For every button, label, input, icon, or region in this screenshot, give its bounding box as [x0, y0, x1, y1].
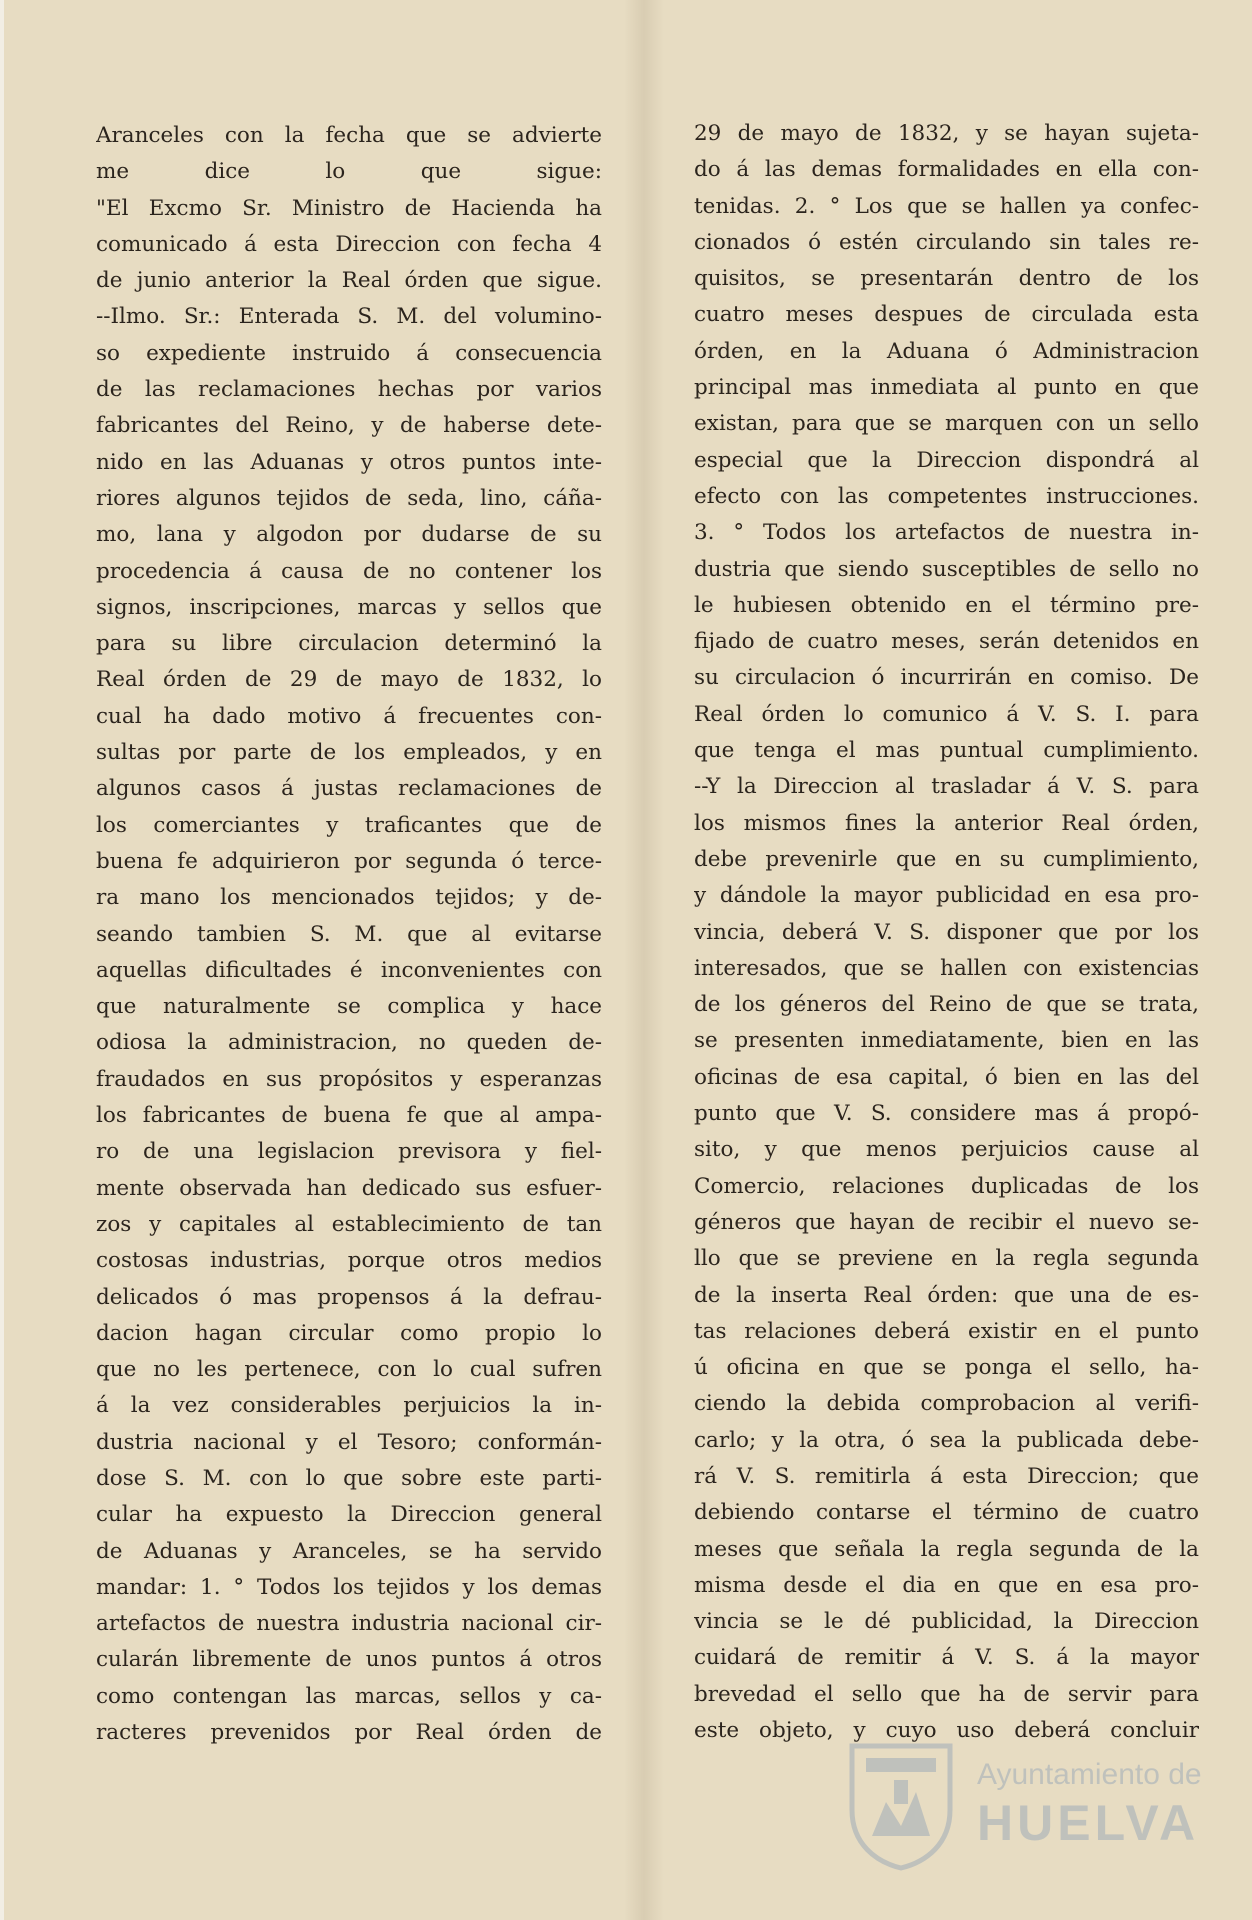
text-line: de la inserta Real órden: que una de es-	[694, 1282, 1199, 1308]
text-line: cularán libremente de unos puntos á otros	[96, 1647, 602, 1673]
text-line: para su libre circulacion determinó la	[96, 631, 602, 657]
watermark-line-1: Ayuntamiento de	[977, 1758, 1202, 1791]
text-line: do á las demas formalidades en ella con-	[694, 157, 1199, 183]
text-line: á la vez considerables perjuicios la in-	[96, 1393, 602, 1419]
text-line: riores algunos tejidos de seda, lino, cáña-	[96, 485, 602, 511]
text-line: procedencia á causa de no contener los	[96, 558, 602, 584]
archive-watermark	[842, 1732, 1202, 1882]
text-line: de los géneros del Reino de que se trata,	[694, 992, 1199, 1018]
text-line: como contengan las marcas, sellos y ca-	[96, 1683, 602, 1709]
text-line: de las reclamaciones hechas por varios	[96, 377, 602, 403]
coat-of-arms-icon	[842, 1740, 960, 1872]
text-line: so expediente instruido á consecuencia	[96, 340, 602, 366]
text-line: existan, para que se marquen con un sello	[694, 411, 1199, 437]
text-line: géneros que hayan de recibir el nuevo se-	[694, 1209, 1199, 1235]
text-line: misma desde el dia en que en esa pro-	[694, 1572, 1199, 1598]
text-line: fraudados en sus propósitos y esperanzas	[96, 1066, 602, 1092]
text-line: llo que se previene en la regla segunda	[694, 1246, 1199, 1272]
text-line: su circulacion ó incurrirán en comiso. De	[694, 665, 1199, 691]
text-line: dacion hagan circular como propio lo	[96, 1320, 602, 1346]
text-line: artefactos de nuestra industria nacional cir-	[96, 1611, 602, 1637]
text-line: fijado de cuatro meses, serán detenidos en	[694, 629, 1199, 655]
text-line: órden, en la Aduana ó Administracion	[694, 338, 1199, 364]
text-line: interesados, que se hallen con existencias	[694, 955, 1199, 981]
text-line: vincia se le dé publicidad, la Direccion	[694, 1609, 1199, 1635]
text-line: racteres prevenidos por Real órden de	[96, 1720, 602, 1746]
text-line: mo, lana y algodon por dudarse de su	[96, 522, 602, 548]
text-line: --Y la Direccion al trasladar á V. S. para	[694, 774, 1199, 800]
text-line: signos, inscripciones, marcas y sellos que	[96, 594, 602, 620]
text-line: este objeto, y cuyo uso deberá concluir	[694, 1718, 1199, 1744]
text-line: cuidará de remitir á V. S. á la mayor	[694, 1645, 1199, 1671]
text-line: ciendo la debida comprobacion al verifi-	[694, 1391, 1199, 1417]
text-line: Real órden de 29 de mayo de 1832, lo	[96, 667, 602, 693]
text-line: que tenga el mas puntual cumplimiento.	[694, 738, 1199, 764]
text-line: que naturalmente se complica y hace	[96, 994, 602, 1020]
text-line: de Aduanas y Aranceles, se ha servido	[96, 1538, 602, 1564]
text-line: dustria que siendo susceptibles de sello no	[694, 556, 1199, 582]
text-line: Aranceles con la fecha que se advierte	[96, 123, 602, 148]
text-line: tas relaciones deberá existir en el punto	[694, 1318, 1199, 1344]
text-line: mandar: 1. ° Todos los tejidos y los demas	[96, 1574, 602, 1600]
text-line: "El Excmo Sr. Ministro de Hacienda ha	[96, 195, 602, 221]
text-line: se presenten inmediatamente, bien en las	[694, 1028, 1199, 1054]
text-line: de junio anterior la Real órden que sigue.	[96, 268, 602, 294]
text-line: cual ha dado motivo á frecuentes con-	[96, 703, 602, 729]
text-line: los mismos fines la anterior Real órden,	[694, 810, 1199, 836]
text-line: sultas por parte de los empleados, y en	[96, 740, 602, 766]
text-line: delicados ó mas propensos á la defrau-	[96, 1284, 602, 1310]
text-line: oficinas de esa capital, ó bien en las del	[694, 1064, 1199, 1090]
text-line: fabricantes del Reino, y de haberse dete-	[96, 413, 602, 439]
right-text-column	[694, 116, 1199, 1749]
text-line: cionados ó estén circulando sin tales re-	[694, 229, 1199, 255]
text-line: le hubiesen obtenido en el término pre-	[694, 592, 1199, 618]
text-line: vincia, deberá V. S. disponer que por los	[694, 919, 1199, 945]
text-line: aquellas dificultades é inconvenientes con	[96, 957, 602, 983]
text-line: y dándole la mayor publicidad en esa pro-	[694, 883, 1199, 909]
left-text-column	[96, 118, 602, 1751]
text-line: cular ha expuesto la Direccion general	[96, 1502, 602, 1528]
text-line: comunicado á esta Direccion con fecha 4	[96, 231, 602, 257]
text-line: buena fe adquirieron por segunda ó terce-	[96, 848, 602, 874]
text-line: debiendo contarse el término de cuatro	[694, 1500, 1199, 1526]
text-line: quisitos, se presentarán dentro de los	[694, 266, 1199, 292]
text-line: carlo; y la otra, ó sea la publicada debe-	[694, 1427, 1199, 1453]
text-line: dose S. M. con lo que sobre este parti-	[96, 1465, 602, 1491]
text-line: ú oficina en que se ponga el sello, ha-	[694, 1355, 1199, 1381]
text-line: 3. ° Todos los artefactos de nuestra in-	[694, 520, 1199, 546]
text-line: costosas industrias, porque otros medios	[96, 1248, 602, 1274]
text-line: 29 de mayo de 1832, y se hayan sujeta-	[694, 121, 1199, 146]
text-line: --Ilmo. Sr.: Enterada S. M. del volumino-	[96, 304, 602, 330]
text-line: sito, y que menos perjuicios cause al	[694, 1137, 1199, 1163]
text-line: rá V. S. remitirla á esta Direccion; que	[694, 1463, 1199, 1489]
text-line: punto que V. S. considere mas á propó-	[694, 1101, 1199, 1127]
page-gutter-shadow	[624, 0, 664, 1920]
text-line: odiosa la administracion, no queden de-	[96, 1030, 602, 1056]
text-line: Comercio, relaciones duplicadas de los	[694, 1173, 1199, 1199]
text-line: seando tambien S. M. que al evitarse	[96, 921, 602, 947]
text-line: zos y capitales al establecimiento de tan	[96, 1211, 602, 1237]
text-line: nido en las Aduanas y otros puntos inte-	[96, 449, 602, 475]
text-line: dustria nacional y el Tesoro; conformán-	[96, 1429, 602, 1455]
text-line: cuatro meses despues de circulada esta	[694, 302, 1199, 328]
text-line: meses que señala la regla segunda de la	[694, 1536, 1199, 1562]
text-line: principal mas inmediata al punto en que	[694, 375, 1199, 401]
text-line: los fabricantes de buena fe que al ampa-	[96, 1103, 602, 1129]
text-line: ro de una legislacion previsora y fiel-	[96, 1139, 602, 1165]
text-line: efecto con las competentes instrucciones.	[694, 483, 1199, 509]
text-line: los comerciantes y traficantes que de	[96, 812, 602, 838]
text-line: tenidas. 2. ° Los que se hallen ya confec-	[694, 193, 1199, 219]
text-line: algunos casos á justas reclamaciones de	[96, 776, 602, 802]
text-line: mente observada han dedicado sus esfuer-	[96, 1175, 602, 1201]
text-line: Real órden lo comunico á V. S. I. para	[694, 701, 1199, 727]
watermark-line-2: HUELVA	[977, 1795, 1200, 1851]
text-line: especial que la Direccion dispondrá al	[694, 447, 1199, 473]
text-line: ra mano los mencionados tejidos; y de-	[96, 885, 602, 911]
text-line: que no les pertenece, con lo cual sufren	[96, 1357, 602, 1383]
text-line: me dice lo que sigue:	[96, 159, 602, 185]
text-line: brevedad el sello que ha de servir para	[694, 1681, 1199, 1707]
text-line: debe prevenirle que en su cumplimiento,	[694, 846, 1199, 872]
